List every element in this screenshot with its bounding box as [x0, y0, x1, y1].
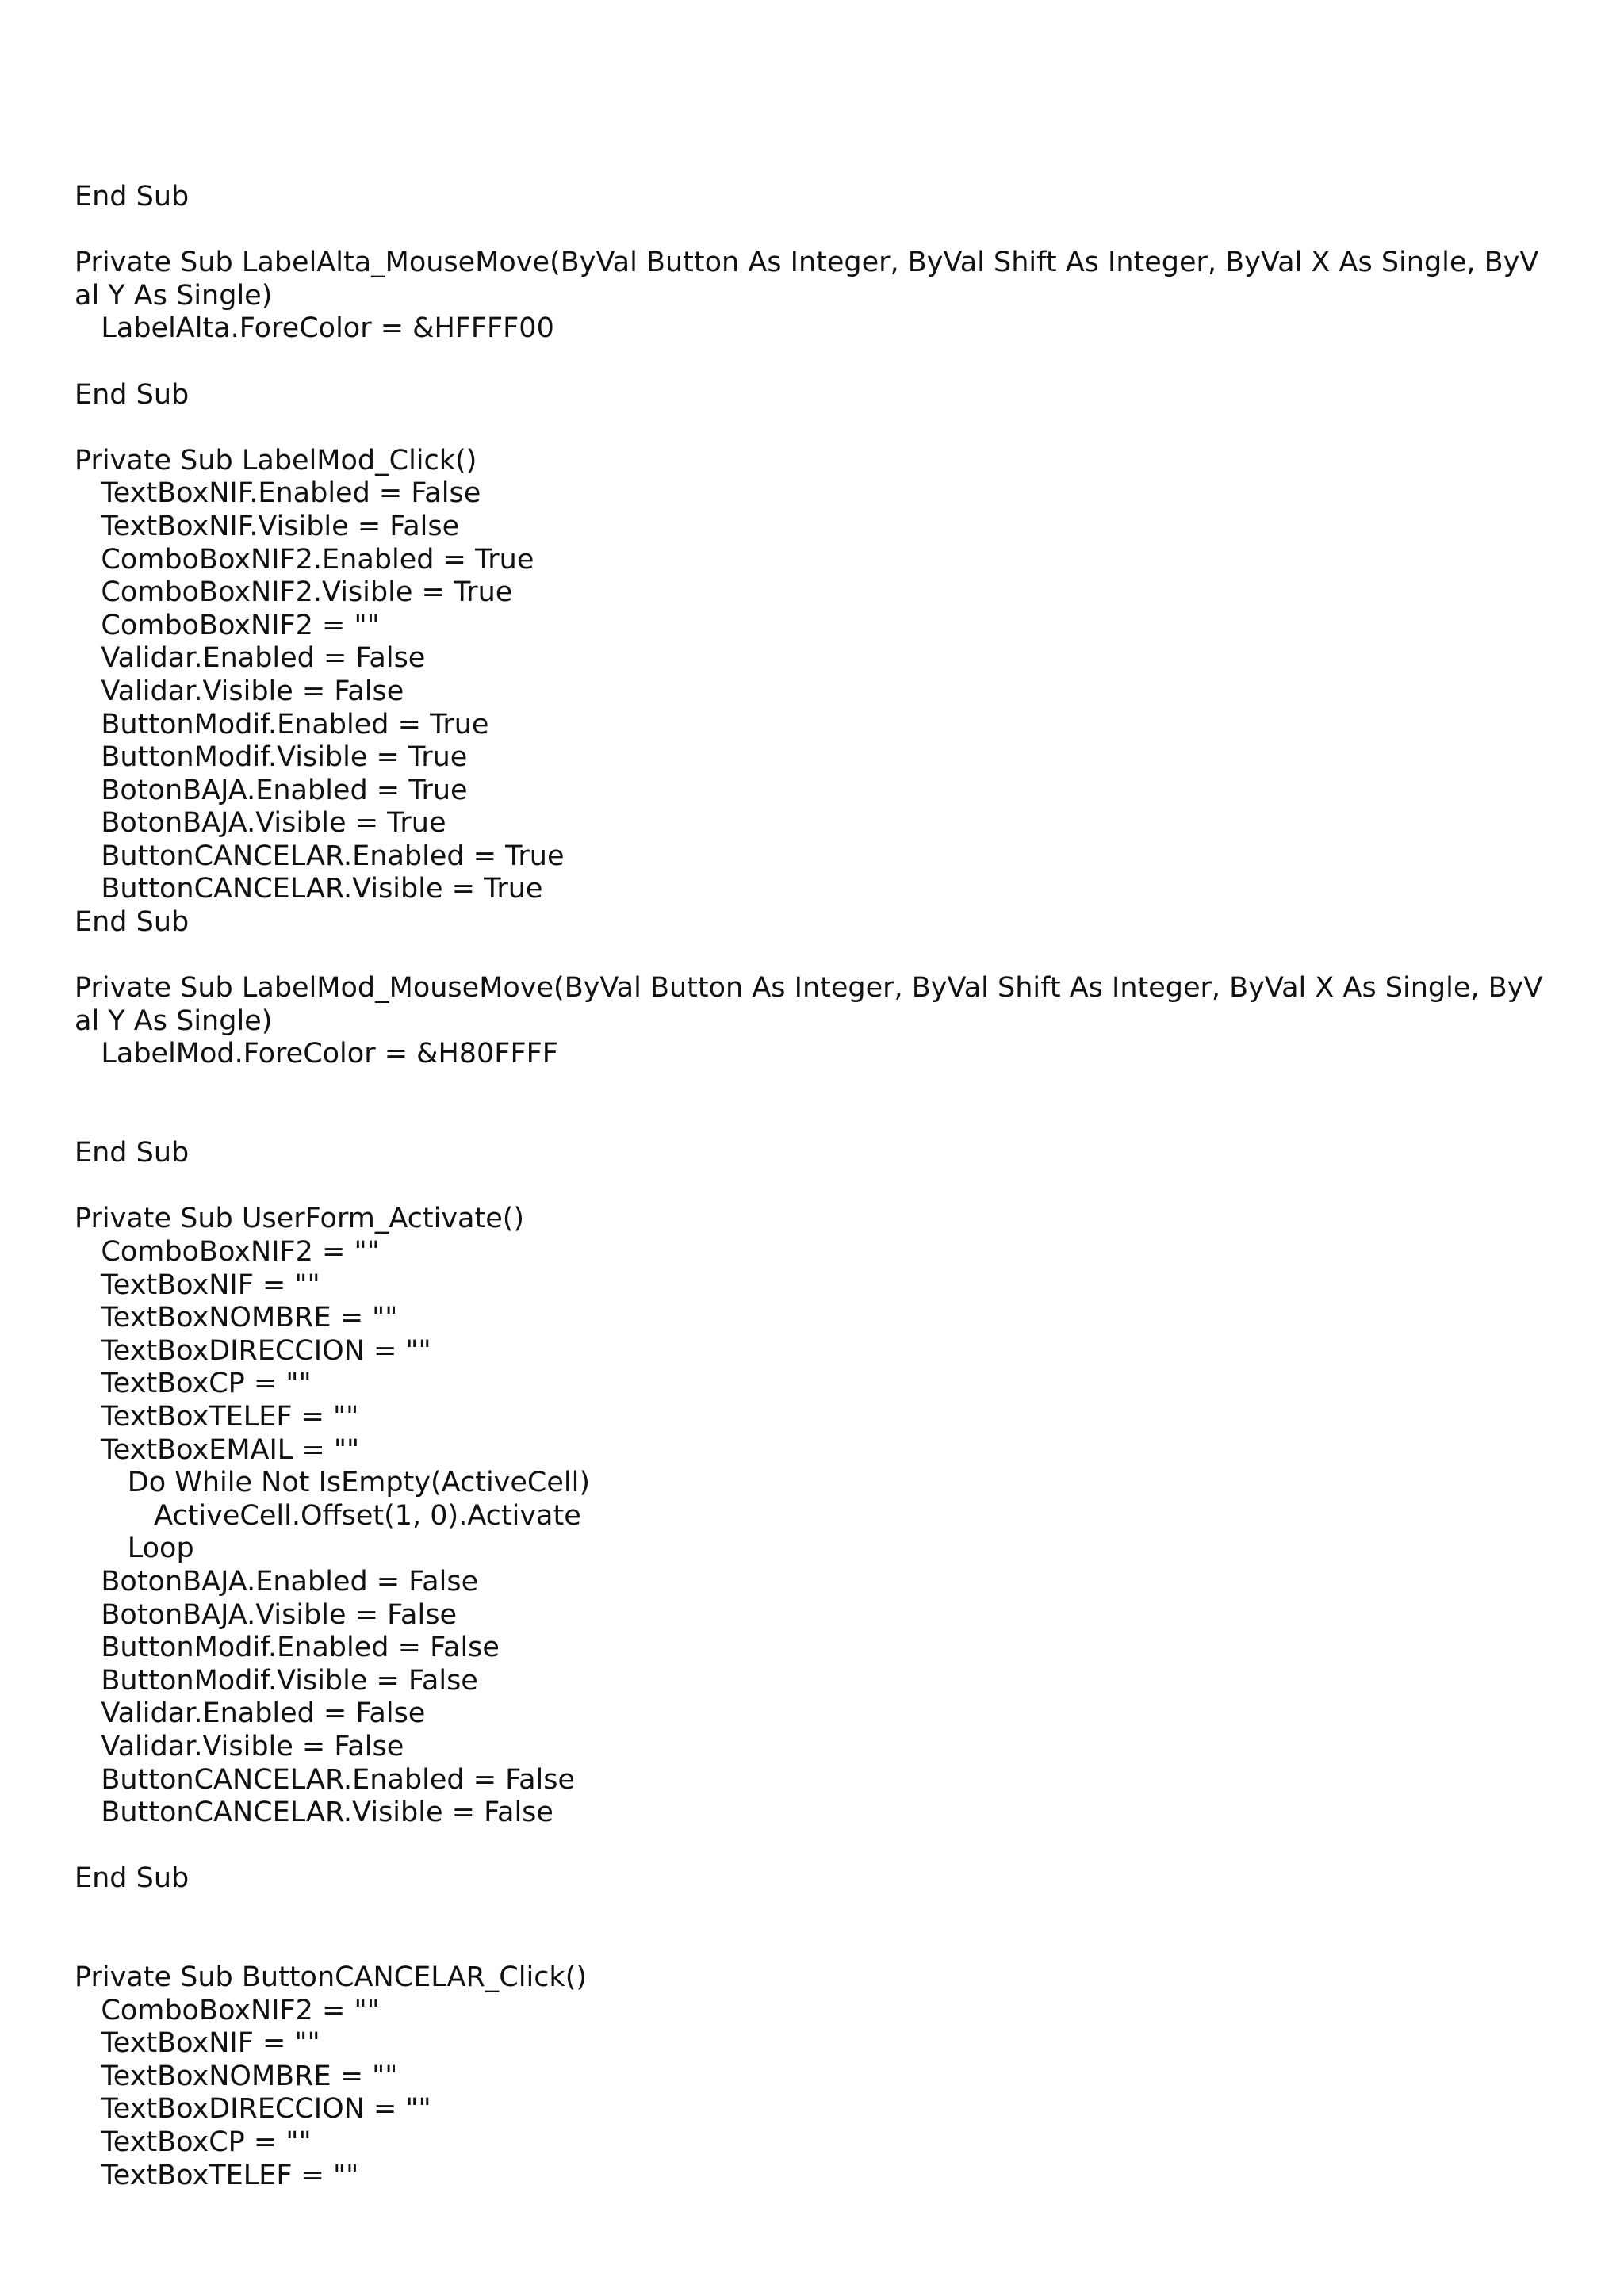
code-line: ButtonCANCELAR.Visible = False — [75, 1797, 553, 1829]
code-line: Validar.Enabled = False — [75, 642, 426, 675]
code-line: TextBoxNIF.Visible = False — [75, 510, 460, 542]
code-line: Do While Not IsEmpty(ActiveCell) — [75, 1467, 590, 1499]
code-line: ButtonCANCELAR.Enabled = True — [75, 840, 565, 872]
code-line: Private Sub LabelMod_MouseMove(ByVal Button As Integer, ByVal Shift As Integer, ByVal X As Single, ByV — [75, 972, 1543, 1004]
code-line: ButtonCANCELAR.Enabled = False — [75, 1763, 576, 1796]
code-line — [75, 1928, 1573, 1961]
code-line: Private Sub UserForm_Activate() — [75, 1203, 525, 1235]
code-line: TextBoxNIF = "" — [75, 2027, 320, 2060]
code-line — [75, 1896, 1573, 1929]
code-line — [75, 1104, 1573, 1138]
code-line: ButtonModif.Enabled = True — [75, 708, 489, 740]
code-line: End Sub — [75, 1862, 190, 1895]
code-line: BotonBAJA.Enabled = True — [75, 774, 468, 806]
code-line: al Y As Single) — [75, 279, 273, 312]
code-line — [75, 346, 1573, 379]
code-line: ComboBoxNIF2.Visible = True — [75, 576, 513, 609]
code-line: ComboBoxNIF2 = "" — [75, 1236, 380, 1268]
code-line: Private Sub LabelMod_Click() — [75, 444, 477, 476]
code-line: ComboBoxNIF2 = "" — [75, 609, 380, 641]
code-listing — [75, 181, 1573, 2192]
code-line: BotonBAJA.Visible = False — [75, 1598, 458, 1631]
code-line: TextBoxDIRECCION = "" — [75, 1334, 431, 1367]
code-line: TextBoxTELEF = "" — [75, 1400, 359, 1433]
code-line: End Sub — [75, 1137, 190, 1169]
code-line: BotonBAJA.Visible = True — [75, 807, 446, 840]
code-line: TextBoxCP = "" — [75, 1368, 312, 1400]
code-line: al Y As Single) — [75, 1004, 273, 1037]
code-line: ButtonModif.Enabled = False — [75, 1632, 500, 1664]
code-line: LabelAlta.ForeColor = &HFFFF00 — [75, 312, 554, 345]
code-line: Validar.Visible = False — [75, 1730, 404, 1762]
code-line: ButtonCANCELAR.Visible = True — [75, 873, 543, 905]
code-line: Private Sub LabelAlta_MouseMove(ByVal Button As Integer, ByVal Shift As Integer, ByVal X As Single, ByV — [75, 247, 1539, 279]
code-line: TextBoxTELEF = "" — [75, 2159, 359, 2191]
code-line: Private Sub ButtonCANCELAR_Click() — [75, 1961, 588, 1994]
code-line: LabelMod.ForeColor = &H80FFFF — [75, 1038, 558, 1070]
code-line: End Sub — [75, 378, 190, 411]
code-line: TextBoxNOMBRE = "" — [75, 1302, 398, 1334]
code-line — [75, 1170, 1573, 1203]
code-line — [75, 411, 1573, 445]
code-line — [75, 1830, 1573, 1863]
code-line: End Sub — [75, 906, 190, 939]
code-line — [75, 214, 1573, 247]
code-line: End Sub — [75, 181, 190, 212]
code-line: TextBoxNIF.Enabled = False — [75, 477, 481, 510]
code-line: ButtonModif.Visible = False — [75, 1664, 478, 1697]
code-line: BotonBAJA.Enabled = False — [75, 1565, 479, 1598]
code-line: TextBoxEMAIL = "" — [75, 1433, 360, 1466]
code-line: ComboBoxNIF2 = "" — [75, 1994, 380, 2026]
code-line — [75, 939, 1573, 973]
code-line — [75, 1071, 1573, 1104]
code-line: TextBoxCP = "" — [75, 2126, 312, 2159]
code-line: Validar.Visible = False — [75, 675, 404, 707]
code-line: Loop — [75, 1533, 194, 1565]
code-line: ComboBoxNIF2.Enabled = True — [75, 543, 534, 576]
code-line: Validar.Enabled = False — [75, 1697, 426, 1730]
code-line: ActiveCell.Offset(1, 0).Activate — [75, 1499, 581, 1532]
code-line: TextBoxDIRECCION = "" — [75, 2093, 431, 2126]
code-line: ButtonModif.Visible = True — [75, 741, 468, 774]
code-line: TextBoxNIF = "" — [75, 1269, 320, 1301]
code-line: TextBoxNOMBRE = "" — [75, 2060, 398, 2092]
